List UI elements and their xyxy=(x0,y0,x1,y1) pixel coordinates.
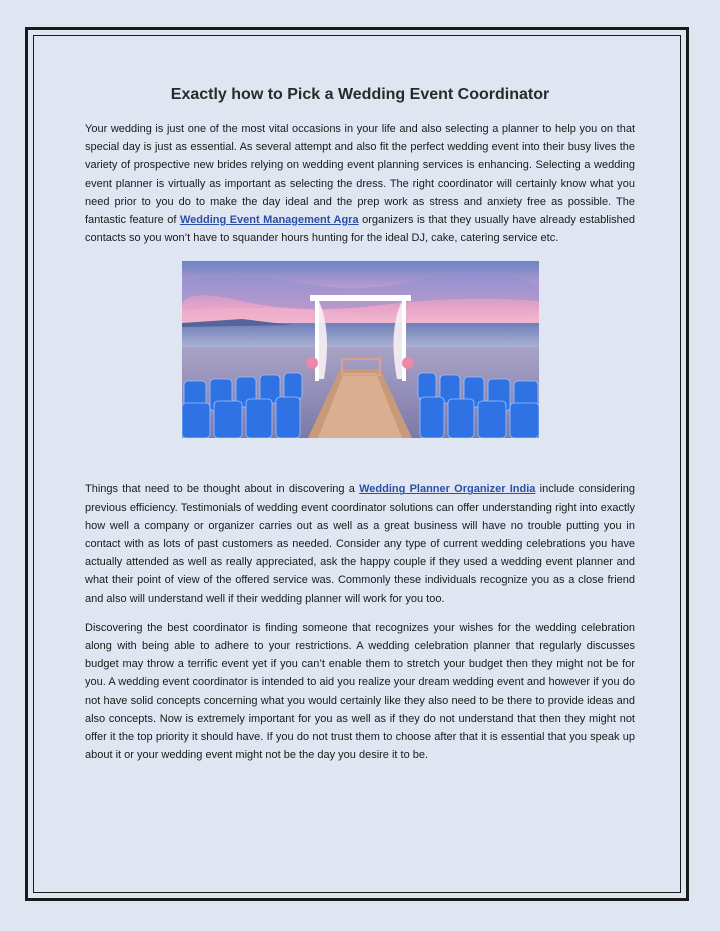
paragraph-1-text-before: Your wedding is just one of the most vital occasions in your life and also selecting a planner to help you on that special day is just as essential. As several attempt and also fit the perfect wedding event into their busy lives the variety of prospective new brides relying on wedding event planning services is enhancing. Selecting a wedding event planner is virtually as important as selecting the dress. The right coordinator will certainly know what you need prior to you do to make the day ideal and the prep work as stress and anxiety free as possible. The fantastic feature of xyxy=(85,123,635,227)
document-body xyxy=(85,86,635,764)
paragraph-2 xyxy=(85,480,635,607)
paragraph-1-text-after: organizers is that they usually have already established contacts so you won’t have to squander hours hunting for the ideal DJ, cake, catering service etc. xyxy=(85,214,636,245)
wedding-event-management-agra-link[interactable]: Wedding Event Management Agra xyxy=(179,214,359,227)
paragraph-2-text-before: Things that need to be thought about in discovering a xyxy=(85,483,360,496)
beach-wedding-photo xyxy=(182,261,539,438)
paragraph-1 xyxy=(85,120,635,247)
wedding-planner-organizer-india-link[interactable]: Wedding Planner Organizer India xyxy=(359,483,536,496)
paragraph-2-text-after: include considering previous efficiency. Testimonials of wedding event coordinator solutions can offer understanding right into exactly how well a company or organizer carries out as well as a great business will have no trouble putting you in contact with as lots of past customers as needed. Consider any type of current wedding celebrations you have actually attended as well as really appreciated, ask the happy couple if they used a wedding event planner and what their point of view of the offered service was. Commonly these individuals recognize you as a close friend and also will understand well if their wedding planner will work for you too. xyxy=(85,483,635,605)
document-title: Exactly how to Pick a Wedding Event Coordinator xyxy=(170,86,550,103)
paragraph-3: Discovering the best coordinator is finding someone that recognizes your wishes for the wedding celebration along with being able to adhere to your restrictions. A wedding celebration planner that regularly discusses budget may throw a terrific event yet if you can’t enable them to stretch your budget then they might not be for you. A wedding event coordinator is intended to aid you realize your dream wedding event and however if you do not have solid concepts concerning what you would certainly like they also need to be there to provide ideas and also concepts. Now is extremely important for you as well as if they do not understand that then they might not offer it the top priority it should have. If you do not trust them to choose after that it is essential that you speak up about it or your wedding event might not be the day you desire it to be. xyxy=(85,621,635,762)
